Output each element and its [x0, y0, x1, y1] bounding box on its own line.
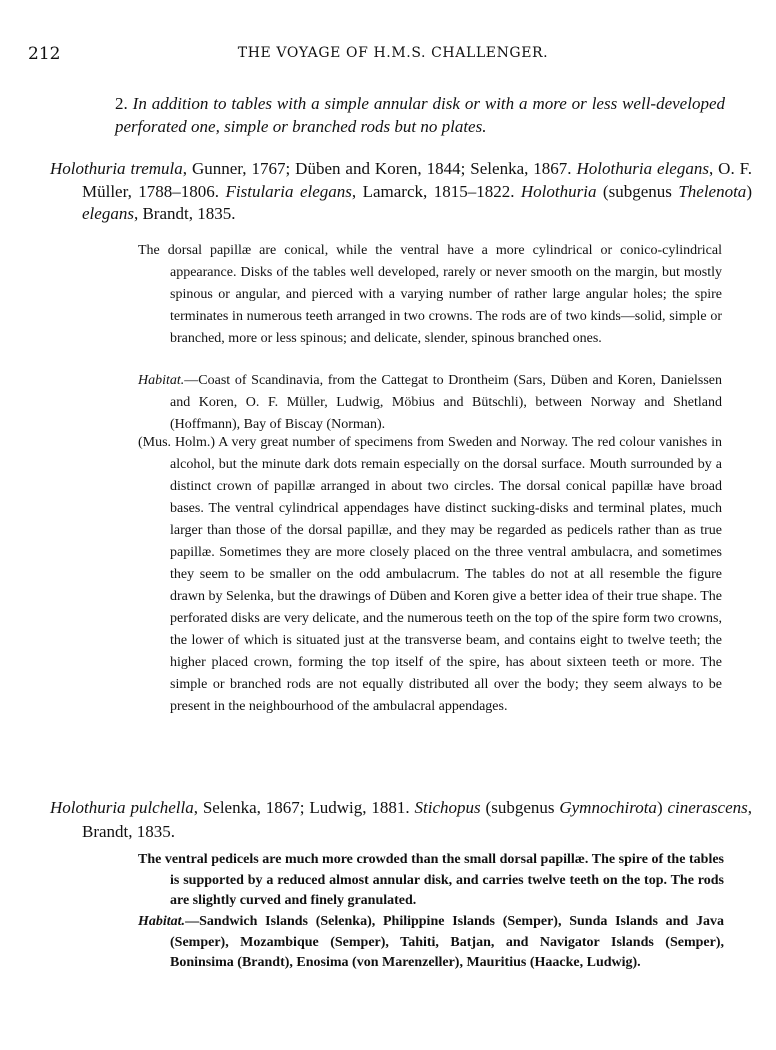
habitat-paragraph — [138, 912, 724, 974]
habitat-label: Habitat. — [138, 373, 185, 388]
synonym-authority: , Brandt, 1835. — [82, 798, 752, 841]
synonym-species: cinerascens — [667, 798, 748, 817]
species-synonymy-holothuria-tremula — [50, 158, 752, 226]
habitat-label: Habitat. — [138, 914, 186, 929]
species-authority: , Gunner, 1767; Düben and Koren, 1844; Selenka, 1867. — [182, 159, 572, 178]
habitat-paragraph — [138, 370, 722, 436]
description-paragraph — [138, 850, 724, 912]
synonym-authority: , O. F. Müller, 1788–1806. — [82, 159, 752, 201]
synonym-name: Holothuria elegans — [576, 159, 709, 178]
synonym-genus: Holothuria — [520, 181, 597, 201]
synonym-authority: , Brandt, 1835. — [133, 204, 236, 223]
description-text: The ventral pedicels are much more crowded than the small dorsal papillæ. The spire of the tables is supported by a reduced almost annular disk, and carries twelve teeth on the top. The rods are slightly curved and finely granulated. — [138, 852, 724, 908]
synonym-name: Fistularia elegans — [225, 181, 352, 201]
museum-text: A very great number of specimens from Sweden and Norway. The red colour vanishes in alcohol, but the minute dark dots remain especially on the dorsal surface. Mouth surrounded by a distinct crown of papillæ arranged in about two circles. The dorsal conical papillæ have broad bases. The ventral cylindrical appendages have distinct sucking-disks and terminal plates, much larger than those of the dorsal papillæ, and they may be regarded as pedicels rather than as true papillæ. Sometimes they are more closely placed on the three ventral ambulacra, and sometimes they seem to be smaller on the odd ambulacrum. The tables do not at all resemble the figure drawn by Selenka, but the drawings of Düben and Koren give a better idea of their true shape. The perforated disks are very delicate, and the numerous teeth on the top of the spire form two crowns, the lower of which is situated just at the transverse beam, and contains eight to twelve teeth; the higher placed crown, forming the top itself of the spire, has about sixteen teeth or more. The simple or branched rods are not equally distributed all over the body; they seem always to be present in the neighbourhood of the ambulacral appendages. — [170, 435, 722, 714]
section-heading — [115, 92, 725, 138]
page-number: 212 — [28, 44, 61, 64]
species-synonymy-holothuria-pulchella — [50, 796, 752, 844]
synonym-subgenus: Gymnochirota — [559, 798, 657, 817]
museum-notes-paragraph — [138, 432, 722, 718]
synonym-text: (subgenus — [596, 181, 679, 201]
description-text: The dorsal papillæ are conical, while the ventral have a more cylindrical or conico-cylindrical appearance. Disks of the tables well developed, rarely or never smooth on the margin, but mostly spinous or angular, and pierced with a varying number of rather large angular holes; the spire terminates in numerous teeth arranged in two crowns. The rods are of two kinds—solid, simple or branched, more or less spinous; and delicate, slender, spinous branched ones. — [138, 243, 722, 346]
museum-label: (Mus. Holm.) — [138, 435, 216, 450]
running-title: THE VOYAGE OF H.M.S. CHALLENGER. — [237, 45, 549, 61]
synonym-genus: Stichopus — [414, 798, 481, 817]
species-name: Holothuria tremula — [50, 159, 183, 178]
description-paragraph — [138, 240, 722, 350]
running-header — [28, 44, 758, 66]
synonym-text: (subgenus — [480, 798, 560, 817]
species-name: Holothuria pulchella — [50, 798, 194, 817]
synonym-subgenus: Thelenota — [678, 181, 747, 201]
synonym-text: ) — [656, 798, 668, 817]
section-heading-text: In addition to tables with a simple annular disk or with a more or less well-developed perforated one, simple or branched rods but no plates. — [115, 94, 725, 136]
habitat-text: —Coast of Scandinavia, from the Cattegat to Drontheim (Sars, Düben and Koren, Danielssen and Koren, O. F. Müller, Ludwig, Möbius and Bütschli), between Norway and Shetland (Hoffmann), Bay of Biscay (Norman). — [170, 373, 722, 432]
species-authority: , Selenka, 1867; Ludwig, 1881. — [193, 798, 410, 817]
synonym-authority: , Lamarck, 1815–1822. — [351, 181, 515, 201]
habitat-text: —Sandwich Islands (Selenka), Philippine Islands (Semper), Sunda Islands and Java (Semper), Mozambique (Semper), Tahiti, Batjan, and Navigator Islands (Semper), Boninsima (Brandt), Enosima (von Marenzeller), Mauritius (Haacke, Ludwig). — [170, 914, 724, 970]
synonym-species: elegans — [82, 204, 134, 223]
synonym-text: ) — [746, 181, 752, 201]
section-number: 2. — [115, 94, 128, 113]
